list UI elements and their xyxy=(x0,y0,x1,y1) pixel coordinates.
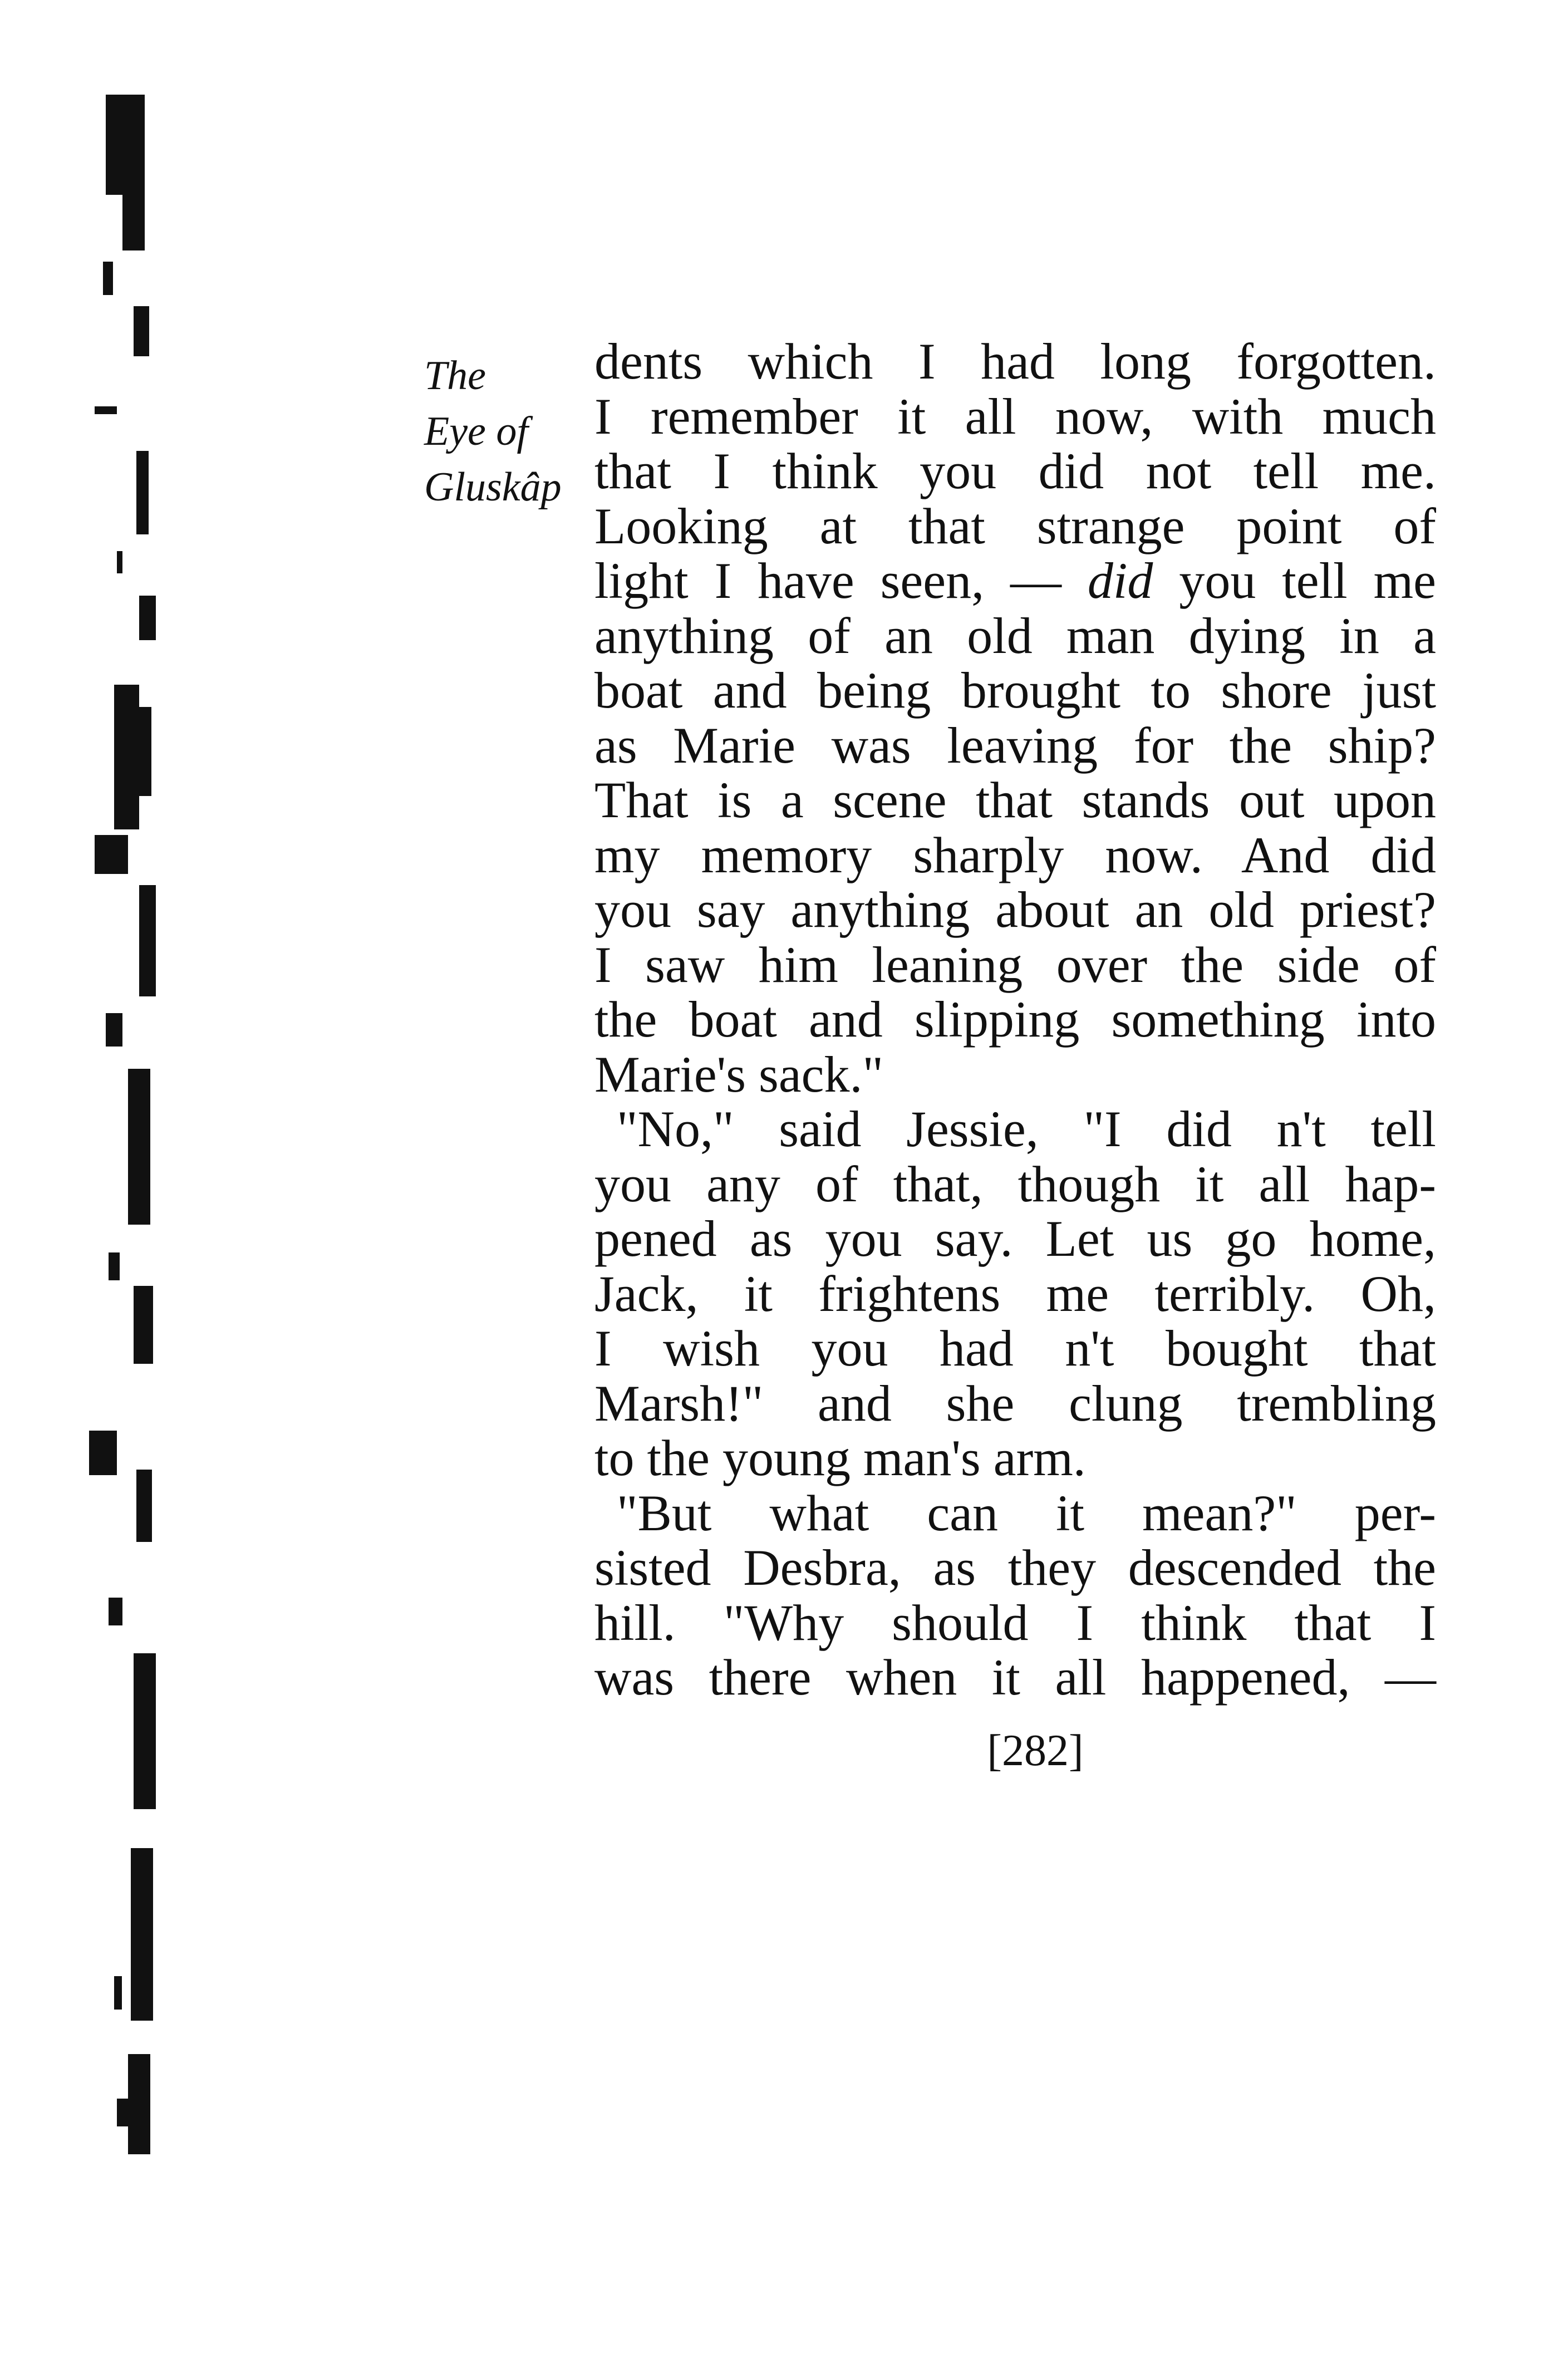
text-line: was there when it all happened, — xyxy=(594,1649,1436,1706)
page-number: [282] xyxy=(987,1726,1084,1775)
running-head-line-2: Eye of xyxy=(424,409,528,454)
text-line: "But what can it mean?" per- xyxy=(617,1484,1436,1541)
text-line: I wish you had n't bought that xyxy=(594,1320,1436,1377)
text-line: Marie's sack." xyxy=(594,1045,884,1103)
text-line: anything of an old man dying in a xyxy=(594,607,1436,664)
running-head-line-1: The xyxy=(424,353,486,399)
text-line: as Marie was leaving for the ship? xyxy=(594,716,1436,774)
text-line: That is a scene that stands out upon xyxy=(594,772,1436,828)
running-head-line-3: Gluskâp xyxy=(424,464,562,510)
text-line: I remember it all now, with much xyxy=(594,387,1436,445)
text-line: hill. "Why should I think that I xyxy=(594,1594,1436,1651)
text-line: the boat and slipping something into xyxy=(594,991,1436,1048)
text-line: Looking at that strange point of xyxy=(594,497,1436,554)
scan-gutter-shadow xyxy=(83,95,217,2193)
text-line: "No," said Jessie, "I did n't tell xyxy=(617,1101,1436,1157)
text-line: Marsh!" and she clung trembling xyxy=(594,1374,1436,1432)
text-line: sisted Desbra, as they descended the xyxy=(594,1539,1436,1596)
text-line: dents which I had long forgotten. xyxy=(594,333,1436,390)
text-line: to the young man's arm. xyxy=(594,1429,1086,1486)
running-head xyxy=(424,348,586,515)
text-line: Jack, it frightens me terribly. Oh, xyxy=(594,1265,1436,1322)
binding-edge-noise xyxy=(83,95,217,2193)
text-line: my memory sharply now. And did xyxy=(594,826,1436,883)
text-line: that I think you did not tell me. xyxy=(594,443,1436,499)
text-line: you say anything about an old priest? xyxy=(594,881,1436,938)
text-line: you any of that, though it all hap- xyxy=(594,1155,1436,1212)
text-line: boat and being brought to shore just xyxy=(594,662,1436,719)
text-line: pened as you say. Let us go home, xyxy=(594,1210,1436,1267)
body-text xyxy=(594,334,1436,1705)
text-line: light I have seen, — did you tell me xyxy=(594,552,1436,609)
text-line: I saw him leaning over the side of xyxy=(594,936,1436,993)
